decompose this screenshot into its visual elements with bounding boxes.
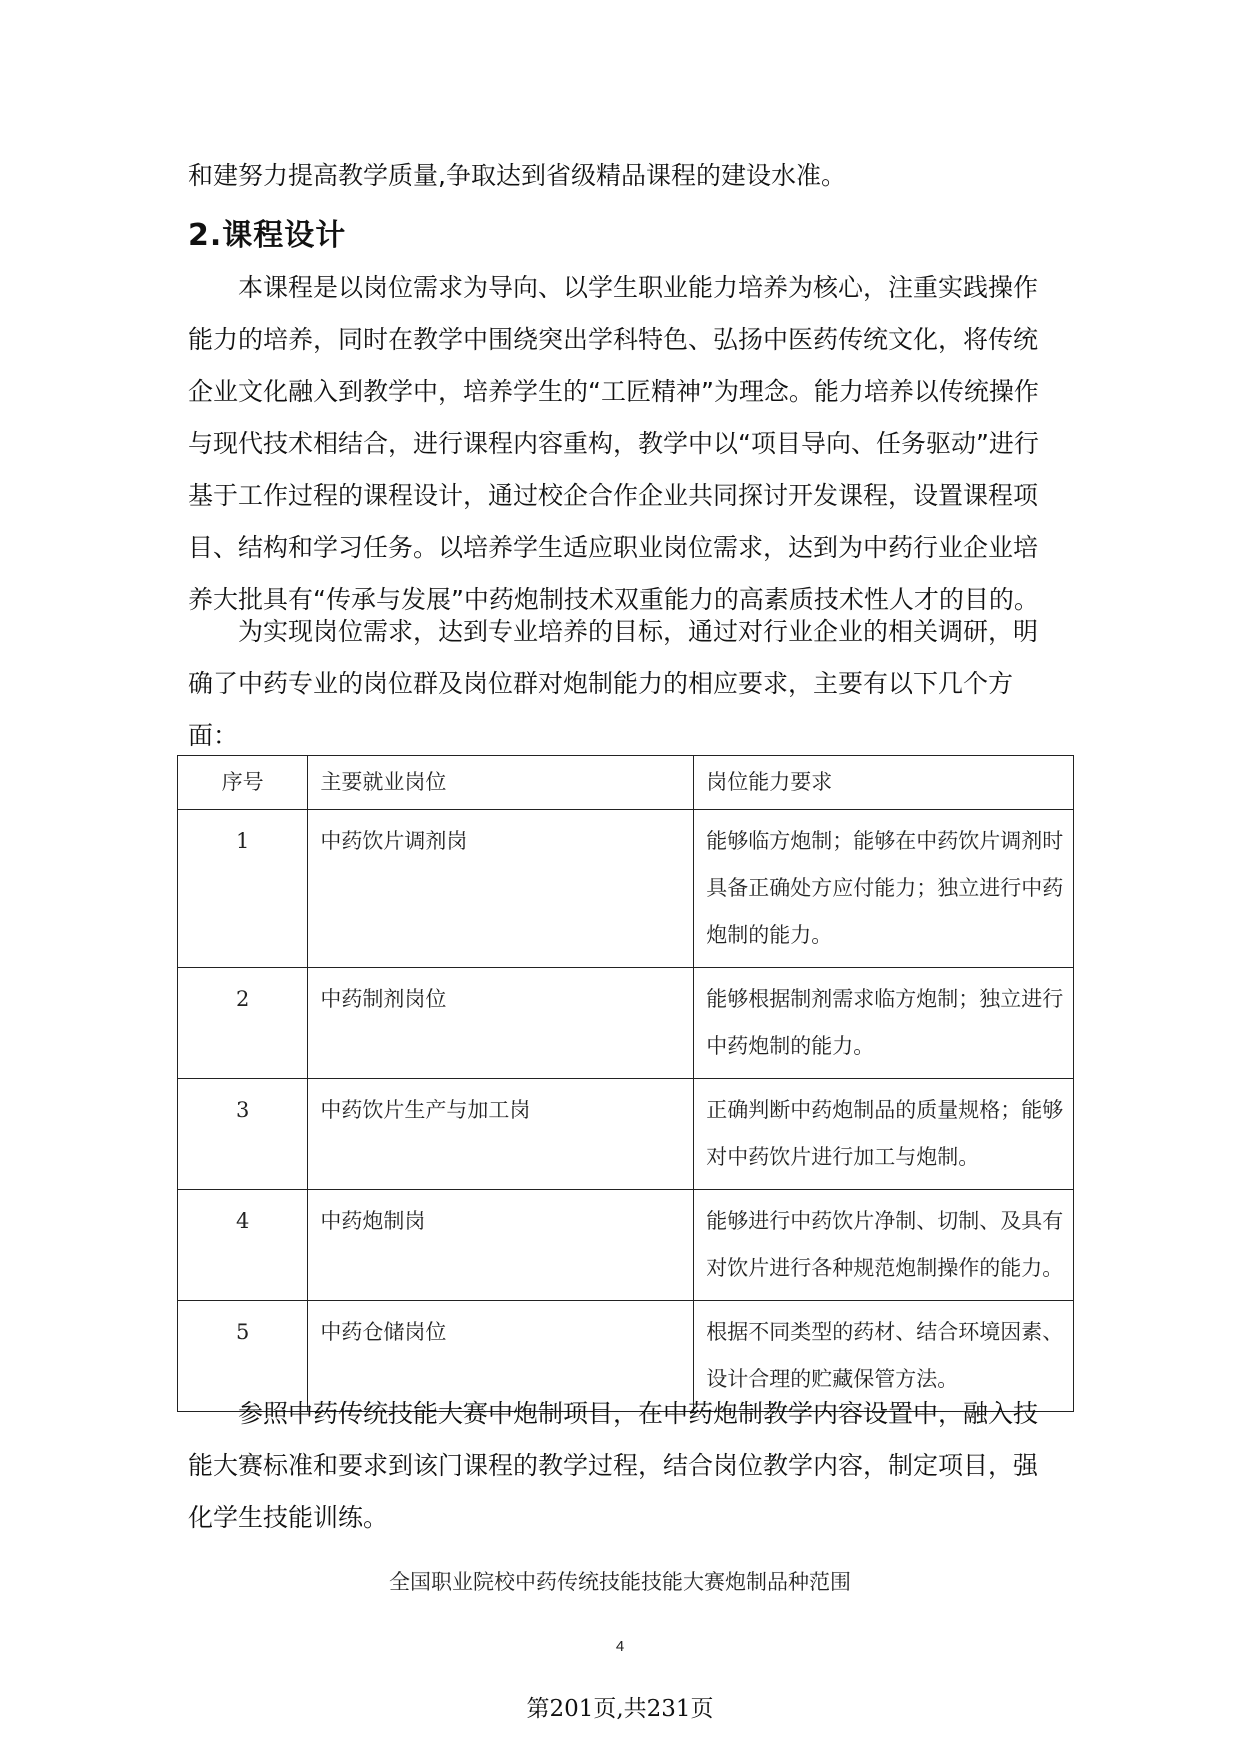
job-requirements-table bbox=[177, 755, 1074, 1412]
cell-number: 4 bbox=[178, 1190, 308, 1301]
cell-job: 中药炮制岗 bbox=[308, 1190, 694, 1301]
table-row bbox=[178, 968, 1074, 1079]
cell-job: 中药饮片调剂岗 bbox=[308, 810, 694, 968]
header-requirement: 岗位能力要求 bbox=[694, 756, 1074, 810]
paragraph-job-requirements: 为实现岗位需求，达到专业培养的目标，通过对行业企业的相关调研，明确了中药专业的岗位群及岗位群对炮制能力的相应要求，主要有以下几个方面： bbox=[188, 617, 1039, 750]
table-row bbox=[178, 810, 1074, 968]
cell-number: 1 bbox=[178, 810, 308, 968]
cell-number: 5 bbox=[178, 1301, 308, 1412]
header-job: 主要就业岗位 bbox=[308, 756, 694, 810]
cell-requirement: 根据不同类型的药材、结合环境因素、设计合理的贮藏保管方法。 bbox=[694, 1301, 1074, 1412]
table-row bbox=[178, 1190, 1074, 1301]
cell-requirement: 正确判断中药炮制品的质量规格；能够对中药饮片进行加工与炮制。 bbox=[694, 1079, 1074, 1190]
table-row bbox=[178, 1079, 1074, 1190]
cell-requirement: 能够临方炮制；能够在中药饮片调剂时具备正确处方应付能力；独立进行中药炮制的能力。 bbox=[694, 810, 1074, 968]
paragraph-competition: 参照中药传统技能大赛中炮制项目，在中药炮制教学内容设置中，融入技能大赛标准和要求到该门课程的教学过程，结合岗位教学内容，制定项目，强化学生技能训练。 bbox=[188, 1399, 1039, 1532]
cell-job: 中药仓储岗位 bbox=[308, 1301, 694, 1412]
table-caption: 全国职业院校中药传统技能技能大赛炮制品种范围 bbox=[389, 1570, 851, 1594]
section-heading: 2.课程设计 bbox=[188, 218, 347, 253]
table-header-row bbox=[178, 756, 1074, 810]
paragraph-course-design: 本课程是以岗位需求为导向、以学生职业能力培养为核心，注重实践操作能力的培养，同时在教学中围绕突出学科特色、弘扬中医药传统文化，将传统企业文化融入到教学中，培养学生的“工匠精神”为理念。能力培养以传统操作与现代技术相结合，进行课程内容重构，教学中以“项目导向、任务驱动”进行基于工作过程的课程设计，通过校企合作企业共同探讨开发课程，设置课程项目、结构和学习任务。以培养学生适应职业岗位需求，达到为中药行业企业培养大批具有“传承与发展”中药炮制技术双重能力的高素质技术性人才的目的。 bbox=[188, 273, 1039, 614]
page-footer: 第201页,共231页 bbox=[526, 1696, 714, 1722]
cell-number: 2 bbox=[178, 968, 308, 1079]
cell-requirement: 能够根据制剂需求临方炮制；独立进行中药炮制的能力。 bbox=[694, 968, 1074, 1079]
page-number: 4 bbox=[615, 1638, 625, 1655]
continuation-text: 和建努力提高教学质量,争取达到省级精品课程的建设水准。 bbox=[188, 161, 846, 190]
header-number: 序号 bbox=[178, 756, 308, 810]
cell-job: 中药饮片生产与加工岗 bbox=[308, 1079, 694, 1190]
cell-number: 3 bbox=[178, 1079, 308, 1190]
cell-job: 中药制剂岗位 bbox=[308, 968, 694, 1079]
cell-requirement: 能够进行中药饮片净制、切制、及具有对饮片进行各种规范炮制操作的能力。 bbox=[694, 1190, 1074, 1301]
